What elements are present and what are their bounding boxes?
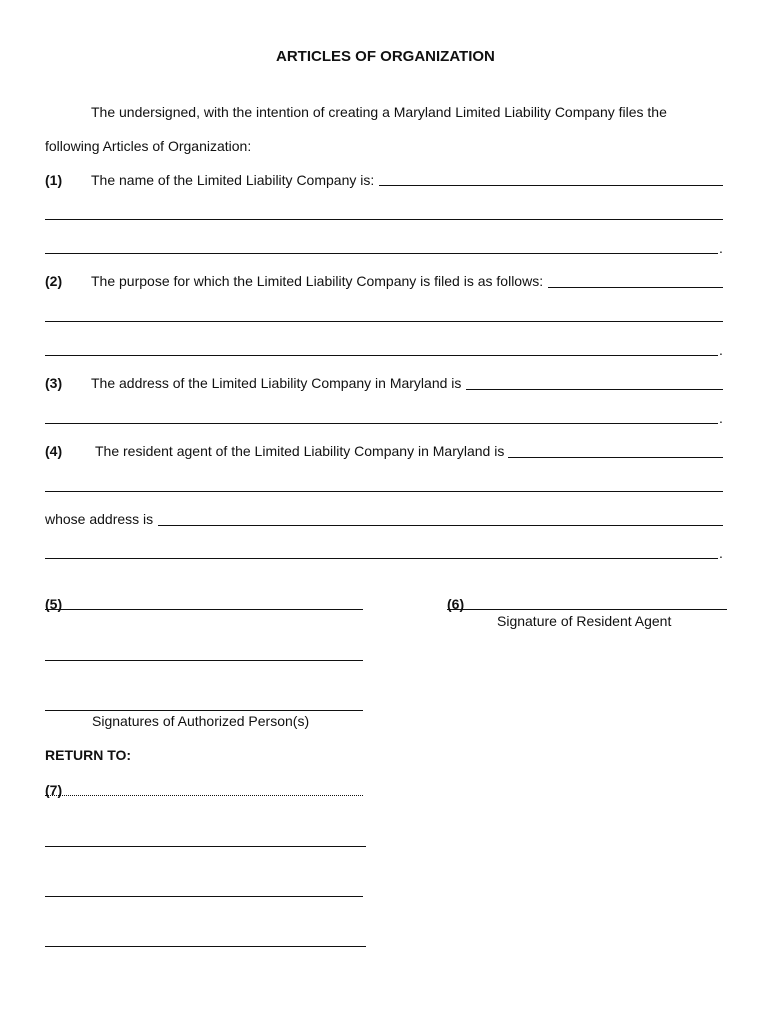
intro-line-2: following Articles of Organization: bbox=[45, 138, 252, 154]
item-6-number: (6) bbox=[447, 596, 465, 612]
period: . bbox=[719, 240, 723, 256]
company-name-field-line-2[interactable] bbox=[45, 219, 723, 220]
company-name-field-line-3[interactable] bbox=[45, 253, 718, 254]
purpose-field-line-3[interactable] bbox=[45, 355, 718, 356]
return-to-field-line-3[interactable] bbox=[45, 896, 363, 897]
resident-agent-signature-line[interactable] bbox=[447, 609, 727, 610]
purpose-field-line-1[interactable] bbox=[548, 287, 723, 288]
resident-agent-field-line-2[interactable] bbox=[45, 491, 723, 492]
item-5-number: (5) bbox=[45, 596, 63, 612]
address-field-line-2[interactable] bbox=[45, 423, 718, 424]
whose-address-label: whose address is bbox=[45, 511, 154, 527]
resident-agent-caption: Signature of Resident Agent bbox=[497, 613, 672, 629]
purpose-field-line-2[interactable] bbox=[45, 321, 723, 322]
intro-line-1: The undersigned, with the intention of creating a Maryland Limited Liability Company files the bbox=[91, 104, 667, 120]
item-4-number: (4) bbox=[45, 443, 63, 459]
item-7-number: (7) bbox=[45, 782, 63, 798]
period: . bbox=[719, 545, 723, 561]
company-name-field-line-1[interactable] bbox=[379, 185, 723, 186]
item-3-text: The address of the Limited Liability Company in Maryland is bbox=[91, 375, 462, 391]
period: . bbox=[719, 410, 723, 426]
agent-address-field-line-1[interactable] bbox=[158, 525, 723, 526]
return-to-field-line-2[interactable] bbox=[45, 846, 366, 847]
item-4-text: The resident agent of the Limited Liability Company in Maryland is bbox=[95, 443, 505, 459]
item-3-number: (3) bbox=[45, 375, 63, 391]
authorized-caption: Signatures of Authorized Person(s) bbox=[92, 713, 310, 729]
return-to-label: RETURN TO: bbox=[45, 747, 132, 763]
item-2-number: (2) bbox=[45, 273, 63, 289]
authorized-signature-line-2[interactable] bbox=[45, 660, 363, 661]
return-to-field-line-4[interactable] bbox=[45, 946, 366, 947]
item-1-number: (1) bbox=[45, 172, 63, 188]
resident-agent-field-line-1[interactable] bbox=[508, 457, 723, 458]
period: . bbox=[719, 342, 723, 358]
return-to-field-line-1[interactable] bbox=[45, 795, 363, 796]
agent-address-field-line-2[interactable] bbox=[45, 558, 718, 559]
authorized-signature-line-1[interactable] bbox=[45, 609, 363, 610]
item-2-text: The purpose for which the Limited Liability Company is filed is as follows: bbox=[91, 273, 544, 289]
authorized-signature-line-3[interactable] bbox=[45, 710, 363, 711]
item-1-text: The name of the Limited Liability Company is: bbox=[91, 172, 375, 188]
address-field-line-1[interactable] bbox=[466, 389, 723, 390]
page-title: ARTICLES OF ORGANIZATION bbox=[276, 48, 495, 65]
